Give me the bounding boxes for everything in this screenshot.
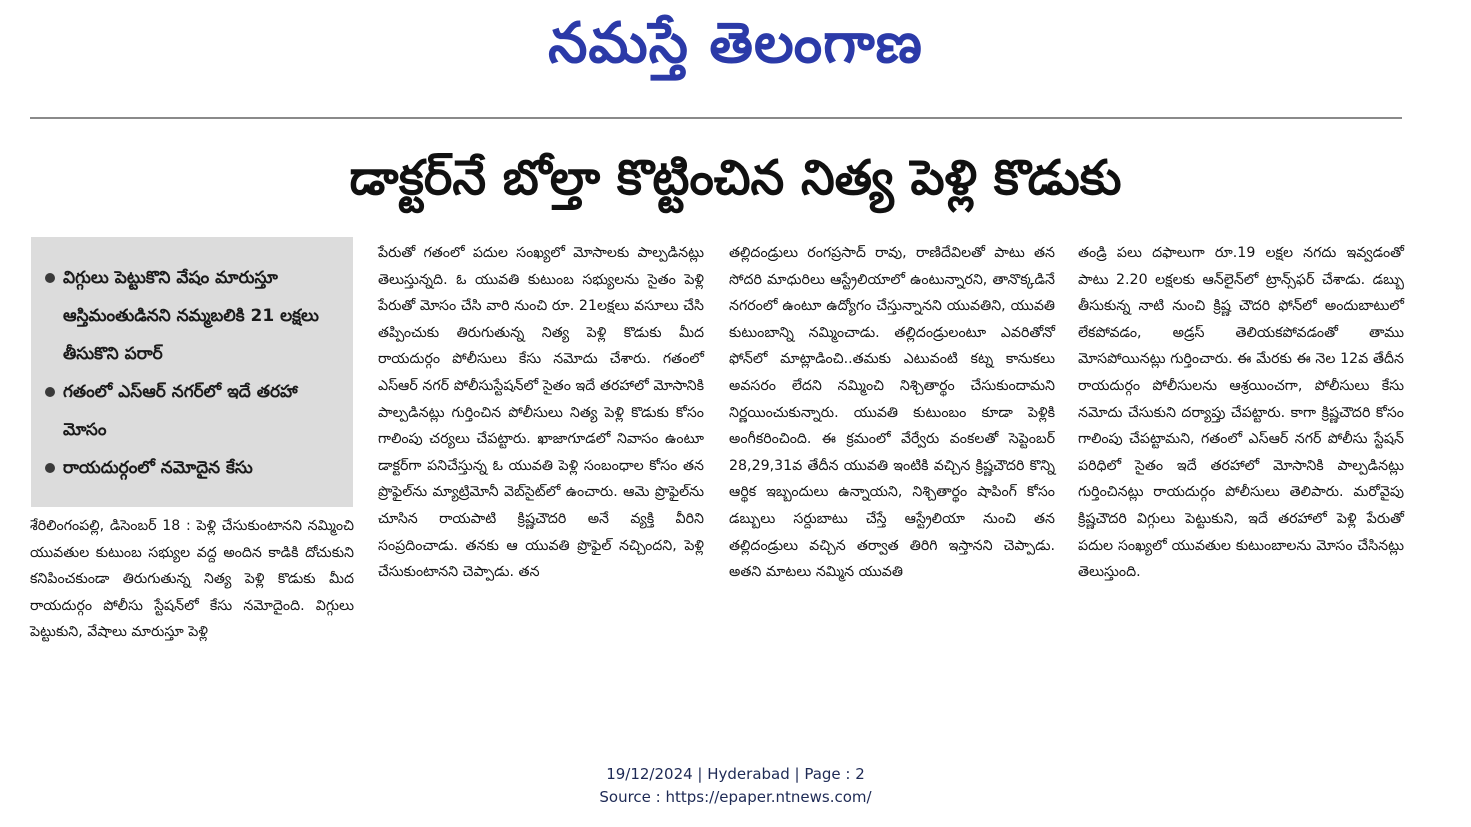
article-column-3: తల్లిదండ్రులు రంగప్రసాద్‌ రావు, రాణిదేవిలతో పాటు తన సోదరి మాధురిలు ఆస్ట్రేలియాలో ఉంటున్నారని, తానొక్కడినే నగరంలో ఉంటూ ఉద్యోగం చేస్తున్నానని యువతిని, యువతి కుటుంబాన్ని నమ్మించాడు. తల్లిదండ్రులంటూ ఎవరితోనో ఫోన్‌లో మాట్లాడించి..తమకు ఎటువంటి కట్న కానుకలు అవసరం లేదని నమ్మించి నిశ్చితార్థం చేసుకుందామని నిర్ణయించుకున్నారు. యువతి కుటుంబం కూడా పెళ్లికి అంగీకరించింది. ఈ క్రమంలో వేర్వేరు వంకలతో సెప్టెంబర్‌ 28,29,31వ తేదీన యువతి ఇంటికి వచ్చిన క్రిష్ణచౌదరి కొన్ని ఆర్థిక ఇబ్బందులు ఉన్నాయని, నిశ్చితార్థం షాపింగ్‌ కోసం డబ్బులు సర్దుబాటు చేస్తే ఆస్ట్రేలియా నుంచి తన తల్లిదండ్రులు వచ్చిన తర్వాత తిరిగి ఇస్తానని చెప్పాడు. అతని మాటలు నమ్మిన యువతి: [729, 245, 1055, 581]
article-headline: డాక్టర్‌నే బోల్తా కొట్టించిన నిత్య పెళ్లి కొడుకు: [349, 150, 1122, 206]
masthead-divider: [30, 117, 1402, 119]
highlight-item: [45, 259, 345, 373]
highlight-item: [45, 373, 345, 449]
article-column-4: తండ్రి పలు దఫాలుగా రూ.19 లక్షల నగదు ఇవ్వడంతో పాటు 2.20 లక్షలకు ఆన్‌లైన్‌లో ట్రాన్స్‌ఫర్‌ చేశాడు. డబ్బు తీసుకున్న నాటి నుంచి క్రిష్ణ చౌదరి ఫోన్‌లో అందుబాటులో లేకపోవడం, అడ్రస్‌ తెలియకపోవడంతో తాము మోసపోయినట్లు గుర్తించారు. ఈ మేరకు ఈ నెల 12వ తేదీన రాయదుర్గం పోలీసులను ఆశ్రయించగా, పోలీసులు కేసు నమోదు చేసుకుని దర్యాప్తు చేపట్టారు. కాగా క్రిష్ణచౌదరి కోసం గాలింపు చేపట్టామని, గతంలో ఎస్‌ఆర్‌ నగర్‌ పోలీసు స్టేషన్‌ పరిధిలో సైతం ఇదే తరహాలో మోసానికి పాల్పడినట్లు గుర్తించినట్లు రాయదుర్గం పోలీసులు తెలిపారు. మరోవైపు క్రిష్ణచౌదరి విగ్గులు పెట్టుకుని, ఇదే తరహాలో పెళ్లి పేరుతో పదుల సంఖ్యలో యువతుల కుటుంబాలను మోసం చేసినట్లు తెలుస్తుంది.: [1078, 245, 1404, 581]
article-column-1: శేరిలింగంపల్లి, డిసెంబర్‌ 18 : పెళ్లి చేసుకుంటానని నమ్మించి యువతుల కుటుంబ సభ్యుల వద్ద అందిన కాడికి దోచుకుని కనిపించకుండా తిరుగుతున్న నిత్య పెళ్లి కొడుకు మీద రాయదుర్గం పోలీసు స్టేషన్‌లో కేసు నమోదైంది. విగ్గులు పెట్టుకుని, వేషాలు మారుస్తూ పెళ్లి: [30, 518, 354, 641]
article-column-2: పేరుతో గతంలో పదుల సంఖ్యలో మోసాలకు పాల్పడినట్లు తెలుస్తున్నది. ఓ యువతి కుటుంబ సభ్యులను సైతం పెళ్లి పేరుతో మోసం చేసి వారి నుంచి రూ. 21లక్షలు వసూలు చేసి తప్పించుకు తిరుగుతున్న నిత్య పెళ్లి కొడుకు మీద రాయదుర్గం పోలీసులు కేసు నమోదు చేశారు. గతంలో ఎస్‌ఆర్‌ నగర్‌ పోలీసుస్టేషన్‌లో సైతం ఇదే తరహాలో మోసానికి పాల్పడినట్లు గుర్తించిన పోలీసులు నిత్య పెళ్లి కొడుకు కోసం గాలింపు చర్యలు చేపట్టారు. ఖాజాగూడలో నివాసం ఉంటూ డాక్టర్‌గా పనిచేస్తున్న ఓ యువతి పెళ్లి సంబంధాల కోసం తన ప్రొఫైల్‌ను మ్యాట్రిమోనీ వెబ్‌సైట్‌లో ఉంచారు. ఆమె ప్రొఫైల్‌ను చూసిన రాయపాటి క్రిష్ణచౌదరి అనే వ్యక్తి వీరిని సంప్రదించాడు. తనకు ఆ యువతి ప్రొఫైల్‌ నచ్చిందని, పెళ్లి చేసుకుంటానని చెప్పాడు. తన: [378, 245, 704, 581]
highlight-text: రాయదుర్గంలో నమోదైన కేసు: [63, 458, 253, 478]
newspaper-masthead: నమస్తే తెలంగాణ: [548, 11, 923, 76]
footer-source-link[interactable]: Source : https://epaper.ntnews.com/: [599, 788, 872, 806]
bullet-icon: [45, 463, 55, 473]
footer-date-page: 19/12/2024 | Hyderabad | Page : 2: [606, 765, 865, 783]
highlight-text: గతంలో ఎస్‌ఆర్‌ నగర్‌లో ఇదే తరహా మోసం: [63, 382, 298, 440]
highlight-text: విగ్గులు పెట్టుకొని వేషం మారుస్తూ ఆస్తిమంతుడినని నమ్మబలికి 21 లక్షలు తీసుకొని పరార్‌: [63, 268, 319, 364]
highlight-item: [45, 449, 345, 487]
highlights-box: [31, 237, 353, 507]
bullet-icon: [45, 387, 55, 397]
bullet-icon: [45, 273, 55, 283]
